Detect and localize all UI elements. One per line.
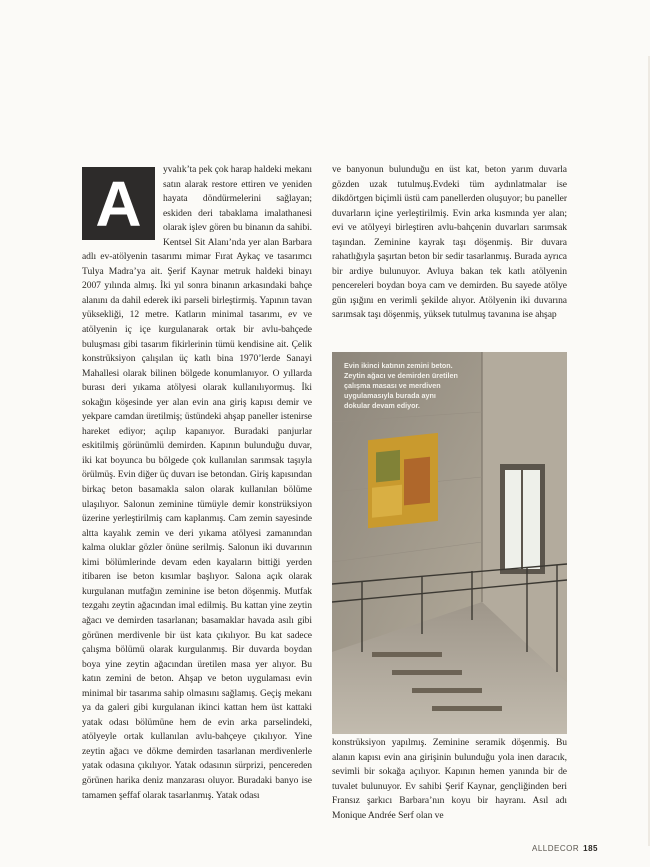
photo-caption: Evin ikinci katının zemini beton. Zeytin ağacı ve demirden üretilen çalışma masası ve merdiven uygulamasıyla burada aynı dokular devam ediyor. — [344, 361, 458, 410]
page-footer — [532, 844, 598, 853]
magazine-name: ALLDECOR — [532, 844, 580, 853]
interior-photo — [332, 352, 567, 734]
dropcap-letter: A — [95, 167, 142, 240]
article-right-column-top — [332, 163, 567, 323]
left-column-text: yvalık’ta pek çok harap haldeki mekanı satın alarak restore ettiren ve yeniden hayata döndürmelerini sağlayan; eskiden deri tabaklama imalathanesi olarak işlev gören bu binanın da sahibi. Kentsel Sit Alanı’nda yer alan Barbara adlı ev-atölyenin tasarımı mimar Fırat Aykaç ve tasarımcı Tulya Madra’ya ait. Şerif Kaynar metruk haldeki binayı 2007 yılında almış. İki yıl sonra binanın arkasındaki bahçe alanını da dahil ederek iki parseli birleştirmiş. Yapının tavan yüksekliği, 12 metre. Katların minimal tasarımı, ev ve atölyenin iç içe kurgulanarak ortak bir avlu-bahçede buluşması gibi tasarım fikirlerinin tümü kendisine ait. Çelik konstrüksiyon çalışılan üç katlı bina 1970’lerde Sanayi Mahallesi olarak bilinen bölgede konumlanıyor. O yıllarda burası deri yıkama atölyesi olarak kullanılıyormuş. İki sokağın köşesinde yer alan evin ana giriş kapısı demir ve yekpare camdan üretilmiş; üstündeki ahşap paneller istenirse hareket ediyor; açılıp kapanıyor. Buradaki panjurlar eskitilmiş görünümlü demirden. Kapının bulunduğu duvar, iki kat boyunca bu bölgede çok kullanılan sarımsak taşıyla örülmüş. Evin diğer üç duvarı ise betondan. Giriş kapısından birkaç beton basamakla salon olarak kullanılan bölüme ulaşılıyor. Salonun zeminine tümüyle demir konstrüksiyon üzerine yerleştirilmiş cam kaplanmış. Cam zemin sayesinde altta kayalık zemin ve deri yıkama atölyesi zamanından kalma oluklar gözler önüne serilmiş. Salonun iki duvarının kimi bölümlerinde devam eden kayaların bittiği yerden itibaren ise beton kısımlar başlıyor. Salona açık olarak kurgulanan mutfağın zeminine ise beton döşenmiş. Mutfak tezgahı zeytin ağacından imal edilmiş. Bu kattan yine zeytin ağacı ve demirden tasarlanan; basamaklar havada asılı gibi görünen merdivenle bir üst kata çıkılıyor. Bu kat sadece çalışma bölümü olarak kurgulanmış. Bir duvarda boydan boya yine zeytin ağacından üretilen masa yer alıyor. Bu katın zemini de beton. Ahşap ve beton uygulaması evin minimal bir tasarıma sahip olmasını sağlamış. Geçiş mekanı ya da galeri gibi kurgulanan ikinci kattan hem üst kattaki yatak odası bölümüne hem de evin arka parselindeki, atölyeyle ortak kullanılan avlu-bahçeye çıkılıyor. Yine zeytin ağacı ve dökme demirden tasarlanan merdivenlerle yatak odasına çıkılıyor. Yatak odasının sürprizi, pencereden görünen harika deniz manzarası oluyor. Buradaki banyo ise tamamen şeffaf olarak tasarlanmış. Yatak odası — [82, 164, 312, 801]
right-column-top-text: ve banyonun bulunduğu en üst kat, beton yarım duvarla gözden uzak tutulmuş.Evdeki tüm aydınlatmalar ise dikdörtgen biçimli üstü cam panellerden oluşuyor; bu paneller duvarların içine yerleştirilmiş. Evin arka kısmında yer alan; evi ve atölyeyi birleştiren avlu-bahçenin duvarları sarımsak taşından. Zeminine kayrak taşı döşenmiş. Bir duvara rahatlığıyla şaşırtan beton bir sedir tasarlanmış. Burada ayrıca bir ardiye bulunuyor. Avluya bakan tek katlı atölyenin pencereleri boydan boya cam ve demirden. Bu sayede atölye gün ışığını en verimli şekilde alıyor. Atölyenin iki duvarına sarımsak taşı döşenmiş, yüksek tutulmuş tavanına ise ahşap — [332, 164, 567, 321]
dropcap-box — [82, 167, 155, 240]
right-column-bottom-text: konstrüksiyon yapılmış. Zeminine seramik döşenmiş. Bu alanın kapısı evin ana girişinin bulunduğu yola inen daracık, sevimli bir sokağa açılıyor. Kapının hemen yanında bir de tuvalet bulunuyor. Ev sahibi Şerif Kaynar, gençliğinden beri Fransız şarkıcı Barbara’nın koyu bir hayranı. Asıl adı Monique Andrée Serf olan ve — [332, 737, 567, 821]
article-right-column-bottom — [332, 736, 567, 823]
article-left-column — [82, 163, 312, 803]
page-number: 185 — [583, 844, 598, 853]
